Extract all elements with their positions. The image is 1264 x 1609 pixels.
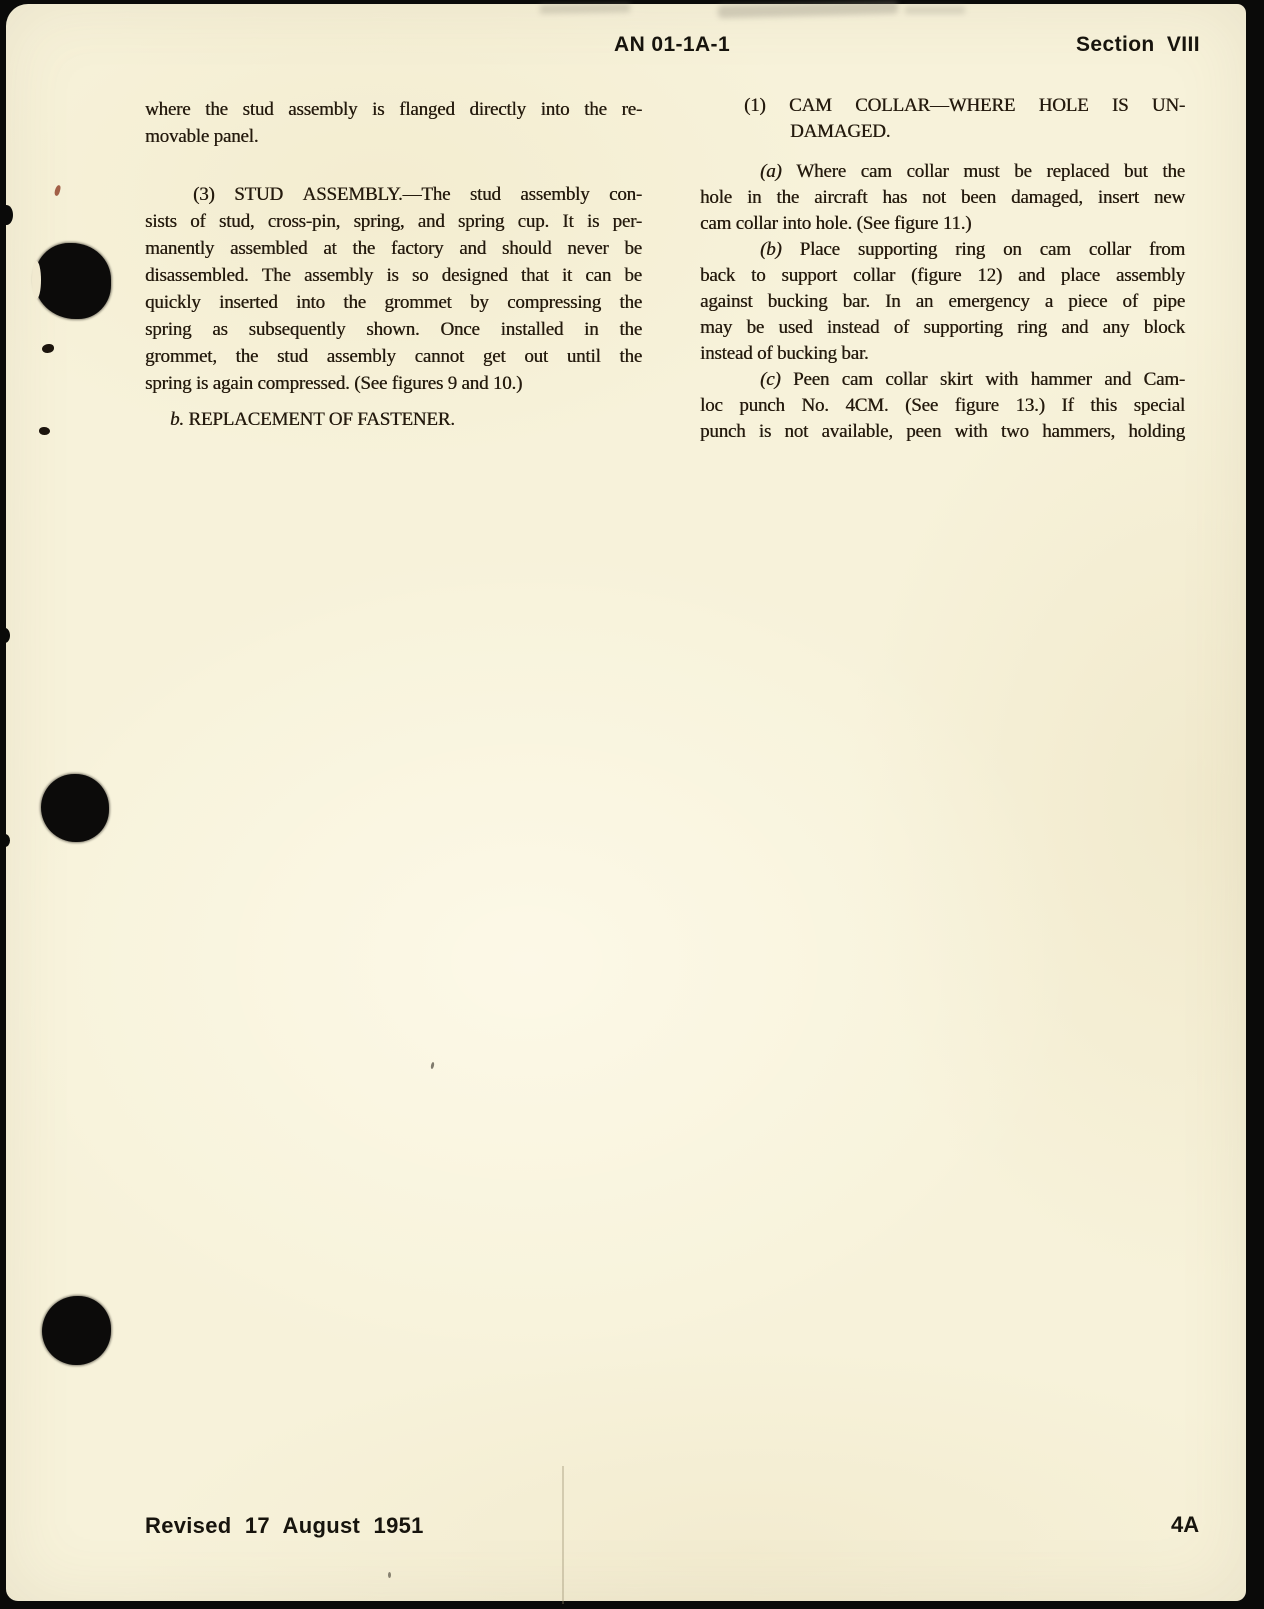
text-line: sists of stud, cross-pin, spring, and spring cup. It is per-: [145, 211, 642, 232]
ink-speck: [39, 427, 50, 435]
text-line: loc punch No. 4CM. (See figure 13.) If this special: [700, 395, 1185, 416]
hole-punch-mark: [41, 774, 109, 842]
scan-edge-blemish: [0, 628, 10, 643]
ink-speck: [388, 1572, 391, 1578]
ink-speck: [430, 1062, 434, 1069]
text-line: grommet, the stud assembly cannot get out until the: [145, 346, 642, 367]
text-line: punch is not available, peen with two hammers, holding: [700, 421, 1185, 442]
top-edge-smudge: [718, 1, 898, 19]
top-edge-smudge: [905, 6, 965, 14]
footer-revision-date: Revised 17 August 1951: [145, 1513, 424, 1538]
text-line: (3) STUD ASSEMBLY.—The stud assembly con-: [193, 184, 642, 205]
text-line: where the stud assembly is flanged directly into the re-: [145, 99, 642, 120]
header-section-label: Section VIII: [1076, 33, 1200, 56]
hole-punch-notch: [32, 261, 41, 299]
top-edge-smudge: [540, 3, 630, 14]
text-line: cam collar into hole. (See figure 11.): [700, 213, 972, 234]
text-line: b. REPLACEMENT OF FASTENER.: [170, 409, 455, 430]
red-ink-speck: [54, 185, 62, 197]
text-line: (a) Where cam collar must be replaced but the: [760, 161, 1185, 182]
hole-punch-mark: [34, 243, 111, 319]
text-line: instead of bucking bar.: [700, 343, 869, 364]
paper-crease-line: [562, 1466, 564, 1604]
text-line: hole in the aircraft has not been damaged, insert new: [700, 187, 1185, 208]
text-line: back to support collar (figure 12) and place assembly: [700, 265, 1185, 286]
text-line: manently assembled at the factory and should never be: [145, 238, 642, 259]
text-line: (1) CAM COLLAR—WHERE HOLE IS UN-: [744, 95, 1185, 116]
text-line: disassembled. The assembly is so designed that it can be: [145, 265, 642, 286]
text-line: DAMAGED.: [790, 121, 891, 142]
text-line: (b) Place supporting ring on cam collar from: [760, 239, 1185, 260]
text-line: against bucking bar. In an emergency a piece of pipe: [700, 291, 1185, 312]
text-line: quickly inserted into the grommet by compressing the: [145, 292, 642, 313]
scan-edge-blemish: [0, 205, 13, 225]
footer-page-number: 4A: [1171, 1512, 1200, 1537]
header-doc-number: AN 01-1A-1: [614, 33, 731, 56]
text-line: (c) Peen cam collar skirt with hammer and Cam-: [760, 369, 1185, 390]
text-line: spring is again compressed. (See figures 9 and 10.): [145, 373, 523, 394]
text-line: spring as subsequently shown. Once installed in the: [145, 319, 642, 340]
text-line: may be used instead of supporting ring and any block: [700, 317, 1185, 338]
scan-edge-blemish: [0, 834, 10, 847]
ink-speck: [42, 344, 54, 353]
text-line: movable panel.: [145, 126, 259, 147]
hole-punch-mark: [42, 1296, 111, 1365]
